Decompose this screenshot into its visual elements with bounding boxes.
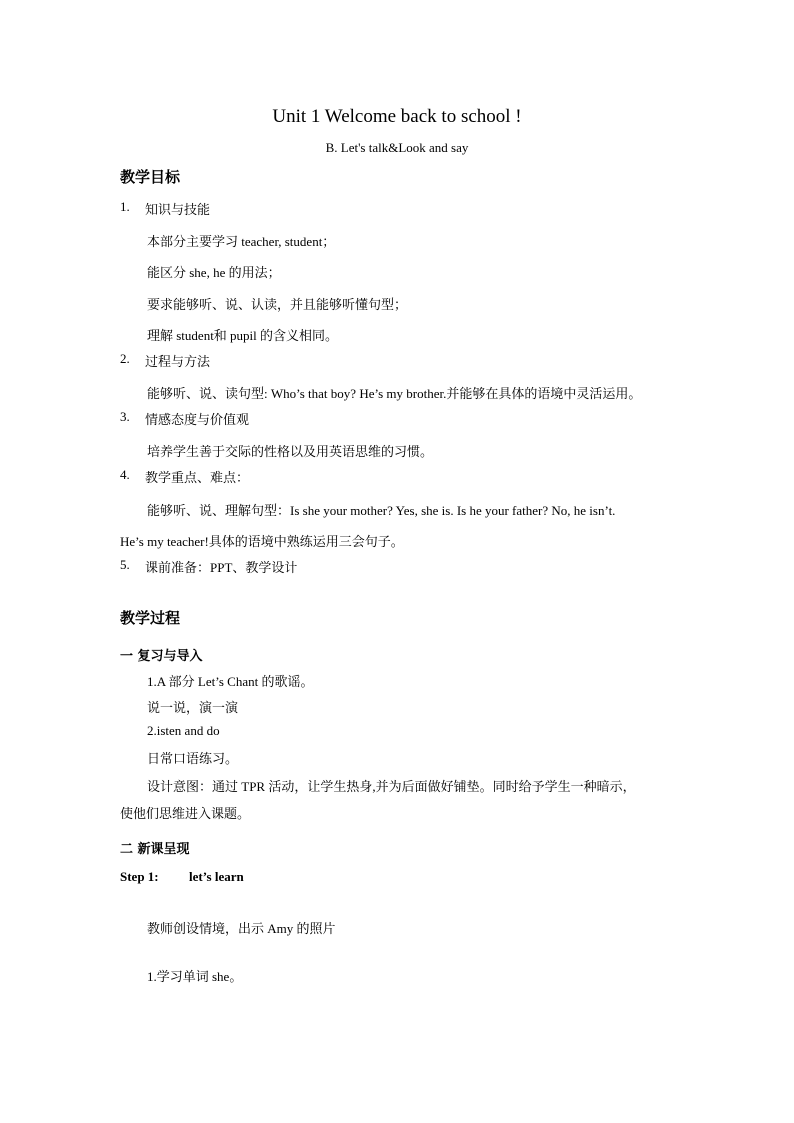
section-heading-objectives: 教学目标	[120, 168, 181, 186]
item-number: 4.	[120, 467, 130, 482]
body-line: 日常口语练习。	[147, 751, 239, 766]
item-number: 2.	[120, 351, 130, 366]
step-title: let’s learn	[189, 869, 244, 884]
body-line: 本部分主要学习 teacher, student；	[147, 234, 336, 249]
body-line: 要求能够听、说、认读，并且能够听懂句型；	[147, 297, 408, 312]
body-line: 理解 student和 pupil 的含义相同。	[147, 328, 339, 343]
section-heading-process: 教学过程	[120, 609, 181, 627]
subsection-heading-review: 一 复习与导入	[120, 649, 203, 664]
body-line: 能区分 she, he 的用法；	[147, 265, 281, 280]
document-title: Unit 1 Welcome back to school !	[272, 106, 522, 127]
body-line: 说一说，演一演	[147, 700, 239, 715]
body-line: 1.学习单词 she。	[147, 969, 243, 984]
item-label: 过程与方法	[145, 354, 211, 369]
body-line: He’s my teacher!具体的语境中熟练运用三会句子。	[120, 534, 404, 549]
body-line: 设计意图：通过 TPR 活动，让学生热身,并为后面做好铺垫。同时给予学生一种暗示，	[147, 779, 636, 794]
body-line: 1.A 部分 Let’s Chant 的歌谣。	[147, 674, 314, 689]
subsection-heading-new-lesson: 二 新课呈现	[120, 842, 190, 857]
body-line: 教师创设情境，出示 Amy 的照片	[147, 921, 336, 936]
item-label: 课前准备：PPT、教学设计	[145, 560, 298, 575]
item-number: 1.	[120, 199, 130, 214]
document-subtitle: B. Let's talk&Look and say	[325, 140, 469, 155]
item-label: 教学重点、难点：	[145, 470, 250, 485]
body-line: 培养学生善于交际的性格以及用英语思维的习惯。	[147, 444, 434, 459]
item-label: 情感态度与价值观	[145, 412, 250, 427]
item-number: 3.	[120, 409, 130, 424]
body-line: 能够听、说、读句型: Who’s that boy? He’s my brother.并能够在具体的语境中灵活运用。	[147, 386, 642, 401]
body-line: 使他们思维进入课题。	[120, 806, 251, 821]
body-line: 能够听、说、理解句型：Is she your mother? Yes, she is. Is he your father? No, he isn’t.	[147, 503, 616, 518]
body-line: 2.isten and do	[147, 723, 220, 738]
item-label: 知识与技能	[145, 202, 211, 217]
step-label: Step 1:	[120, 869, 159, 884]
item-number: 5.	[120, 557, 130, 572]
